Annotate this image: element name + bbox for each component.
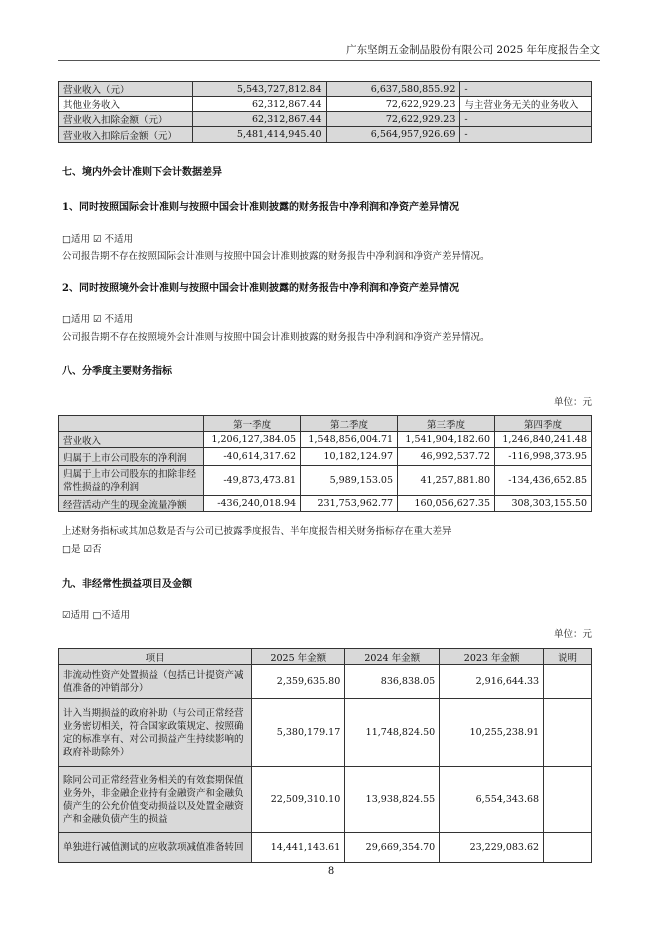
table-row: 营业收入扣除金额（元） 62,312,867.44 72,622,929.23 - [59,112,592,127]
table-row: 除同公司正常经营业务相关的有效套期保值业务外，非金融企业持有金融资产和金融负债产生的公允价值变动损益以及处置金融资产和金融负债产生的损益 22,509,310.10 13,938,824.55 6,554,343.68 [59,767,592,833]
section-9-title: 九、非经常性损益项目及金额 [62,579,192,590]
revenue-deduction-table [58,81,592,143]
sub1-text: 公司报告期不存在按照国际会计准则与按照中国会计准则披露的财务报告中净利润和净资产差异情况。 [62,251,490,262]
page-header: 广东坚朗五金制品股份有限公司 2025 年年度报告全文 [58,40,600,61]
table-row: 营业收入（元） 5,543,727,812.84 6,637,580,855.92 - [59,82,592,97]
table-row: 归属于上市公司股东的净利润 -40,614,317.62 10,182,124.97 46,992,537.72 -116,998,373.95 [59,448,592,466]
table-row: 经营活动产生的现金流量净额 -436,240,018.94 231,753,962.77 160,056,627.35 308,303,155.50 [59,496,592,512]
table-row: 单独进行减值测试的应收款项减值准备转回 14,441,143.61 29,669,354.70 23,229,083.62 [59,833,592,863]
section-9-checkbox: ☑适用 □不适用 [62,610,131,621]
table-header-row: 项目 2025 年金额 2024 年金额 2023 年金额 说明 [59,649,592,665]
table-row: 其他业务收入 62,312,867.44 72,622,929.23 与主营业务无关的业务收入 [59,97,592,112]
table-row: 营业收入扣除后金额（元） 5,481,414,945.40 6,564,957,926.69 - [59,127,592,143]
unit-label: 单位：元 [553,397,592,408]
section-7-sub1: 1、同时按照国际会计准则与按照中国会计准则披露的财务报告中净利润和净资产差异情况 [62,202,459,213]
page-number: 8 [327,866,335,877]
quarterly-note: 上述财务指标或其加总数是否与公司已披露季度报告、半年度报告相关财务指标存在重大差异 [62,526,452,537]
table-row: 非流动性资产处置损益（包括已计提资产减值准备的冲销部分） 2,359,635.80 836,838.05 2,916,644.33 [59,665,592,699]
table-row: 营业收入 1,206,127,384.05 1,548,856,004.71 1,541,904,182.60 1,246,840,241.48 [59,432,592,448]
nonrecurring-table [58,648,592,863]
table-header-row: 第一季度 第二季度 第三季度 第四季度 [59,416,592,432]
sub1-checkbox: □适用 ☑ 不适用 [62,234,134,245]
table-row: 计入当期损益的政府补助（与公司正常经营业务密切相关，符合国家政策规定、按照确定的标准享有、对公司损益产生持续影响的政府补助除外） 5,380,179.17 11,748,824.50 10,255,238.91 [59,699,592,767]
section-8-title: 八、分季度主要财务指标 [62,366,172,377]
section-7-sub2: 2、同时按照境外会计准则与按照中国会计准则披露的财务报告中净利润和净资产差异情况 [62,283,459,294]
quarterly-checkbox: □是 ☑否 [62,544,102,555]
unit-label-2: 单位：元 [553,629,592,640]
sub2-checkbox: □适用 ☑ 不适用 [62,314,134,325]
quarterly-table [58,415,592,512]
table-row: 归属于上市公司股东的扣除非经常性损益的净利润 -49,873,473.81 5,989,153.05 41,257,881.80 -134,436,652.85 [59,466,592,496]
section-7-title: 七、境内外会计准则下会计数据差异 [62,167,222,178]
sub2-text: 公司报告期不存在按照境外会计准则与按照中国会计准则披露的财务报告中净利润和净资产差异情况。 [62,332,490,343]
